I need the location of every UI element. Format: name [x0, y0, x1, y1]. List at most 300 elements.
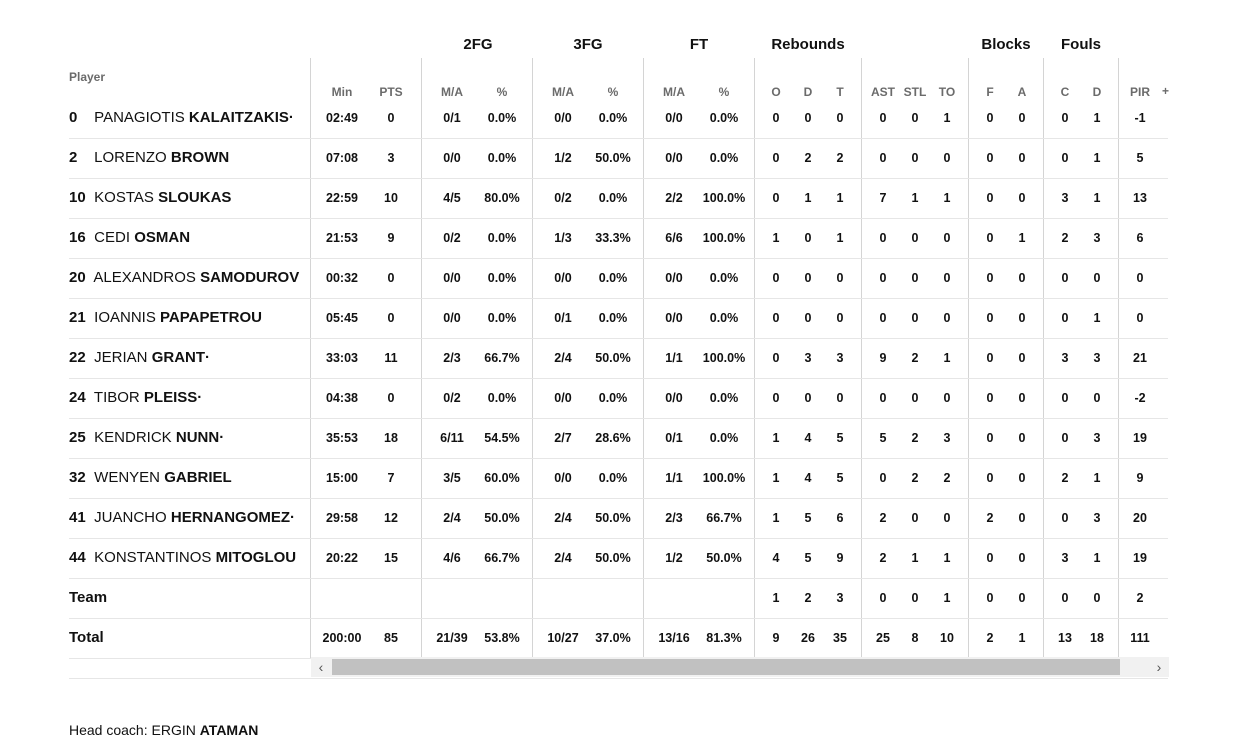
- stat-cell: 0: [1018, 311, 1026, 325]
- player-name: [69, 458, 232, 498]
- stat-cell: 200:00: [322, 631, 362, 645]
- stat-cell: 04:38: [326, 391, 358, 405]
- stat-cell: 0.0%: [598, 271, 628, 285]
- stat-cell: 9: [772, 631, 780, 645]
- stat-cell: 1: [1093, 111, 1101, 125]
- stat-cell: 12: [384, 511, 398, 525]
- stat-cell: 21/39: [436, 631, 468, 645]
- column-header: PIR: [1129, 85, 1150, 99]
- player-number: 0: [69, 109, 78, 126]
- player-first-name[interactable]: CEDI: [94, 229, 131, 246]
- player-first-name[interactable]: WENYEN: [94, 469, 161, 486]
- total-label-text: Total: [69, 629, 104, 646]
- column-header: M/A: [441, 85, 463, 99]
- stat-cell: 26: [801, 631, 815, 645]
- stat-cell: 0: [911, 231, 919, 245]
- stat-cell: 1/2: [554, 151, 572, 165]
- player-last-name[interactable]: GRANT: [151, 349, 206, 366]
- column-header: D: [1092, 85, 1102, 99]
- player-name: [69, 218, 190, 258]
- stat-cell: 4/5: [443, 191, 461, 205]
- stat-cell: 5: [1136, 151, 1144, 165]
- stat-cell: 0: [943, 151, 951, 165]
- head-coach-first-name: ERGIN: [151, 722, 196, 738]
- team-label-text: Team: [69, 589, 108, 606]
- player-name: [69, 378, 202, 418]
- stat-cell: 0: [911, 111, 919, 125]
- player-last-name[interactable]: PLEISS: [143, 389, 198, 406]
- table-row: [69, 98, 1168, 139]
- stat-cell: 0: [772, 151, 780, 165]
- starter-mark: ·: [197, 389, 203, 406]
- player-number: 24: [69, 389, 86, 406]
- stat-cell: 0.0%: [709, 311, 739, 325]
- stat-cell: 0: [1136, 311, 1144, 325]
- stat-cell: 0: [986, 551, 994, 565]
- player-last-name[interactable]: NUNN: [175, 429, 220, 446]
- stat-cell: 0: [1061, 511, 1069, 525]
- stat-cell: 3: [1061, 351, 1069, 365]
- stat-cell: 0: [986, 111, 994, 125]
- stat-cell: 1: [1018, 231, 1026, 245]
- stat-cell: 0.0%: [487, 151, 517, 165]
- stat-cell: 2: [804, 151, 812, 165]
- stat-cell: 0: [387, 391, 395, 405]
- stat-cell: 0/0: [665, 271, 683, 285]
- player-last-name[interactable]: BROWN: [170, 149, 230, 166]
- stat-cell: 0: [836, 391, 844, 405]
- stat-cell: 19: [1133, 551, 1147, 565]
- stat-cell: 1: [1093, 311, 1101, 325]
- stat-cell: 1: [804, 191, 812, 205]
- stat-cell: 0: [772, 391, 780, 405]
- stat-cell: 2/3: [443, 351, 461, 365]
- stat-cell: 53.8%: [484, 631, 520, 645]
- stat-cell: 0/0: [665, 111, 683, 125]
- stat-cell: 4: [804, 431, 812, 445]
- stat-cell: 05:45: [326, 311, 358, 325]
- stat-cell: 0: [387, 271, 395, 285]
- stat-cell: 0: [772, 111, 780, 125]
- stat-cell: 20:22: [326, 551, 358, 565]
- stat-cell: 0: [836, 271, 844, 285]
- starter-mark: ·: [205, 349, 211, 366]
- stat-cell: 3: [387, 151, 395, 165]
- expand-columns-icon[interactable]: +: [1162, 84, 1170, 98]
- stat-cell: 33:03: [326, 351, 358, 365]
- stat-cell: 0: [943, 231, 951, 245]
- stat-cell: 21: [1133, 351, 1147, 365]
- stat-cell: 0: [986, 351, 994, 365]
- stat-cell: 50.0%: [595, 511, 631, 525]
- stat-cell: 0: [986, 231, 994, 245]
- player-last-name[interactable]: MITOGLOU: [215, 549, 297, 566]
- stat-cell: 0: [1018, 111, 1026, 125]
- player-name: [69, 498, 295, 538]
- stat-cell: 0: [1061, 111, 1069, 125]
- stat-cell: 60.0%: [484, 471, 520, 485]
- stat-cell: 2: [804, 591, 812, 605]
- stat-cell: 1: [943, 191, 951, 205]
- stat-cell: 0: [1018, 511, 1026, 525]
- stat-cell: 0: [1018, 391, 1026, 405]
- stat-cell: 2/7: [554, 431, 572, 445]
- stat-cell: 2: [1136, 591, 1144, 605]
- stat-cell: 11: [384, 351, 398, 365]
- team-label: [69, 578, 107, 618]
- player-number: 22: [69, 349, 86, 366]
- stat-cell: 35:53: [326, 431, 358, 445]
- stat-cell: 1: [943, 551, 951, 565]
- group-header-ft: FT: [689, 36, 709, 53]
- stat-cell: 0: [1018, 151, 1026, 165]
- stat-cell: 0: [836, 111, 844, 125]
- player-name: [69, 338, 210, 378]
- stat-cell: 20: [1133, 511, 1147, 525]
- column-header: M/A: [663, 85, 685, 99]
- stat-cell: 1: [772, 431, 780, 445]
- table-row: [69, 498, 1168, 539]
- group-header-fouls: Fouls: [1061, 36, 1101, 53]
- stat-cell: 5: [804, 551, 812, 565]
- player-number: 25: [69, 429, 86, 446]
- stat-cell: 0.0%: [598, 471, 628, 485]
- stat-cell: 3: [1061, 191, 1069, 205]
- stat-cell: 2/3: [665, 511, 683, 525]
- stat-cell: 0: [772, 271, 780, 285]
- stat-cell: 0: [387, 111, 395, 125]
- stat-cell: 0.0%: [709, 431, 739, 445]
- column-header: Min: [331, 85, 353, 99]
- stat-cell: 1: [1093, 191, 1101, 205]
- stat-cell: 37.0%: [595, 631, 631, 645]
- stat-cell: 2/4: [554, 551, 572, 565]
- player-last-name[interactable]: SLOUKAS: [158, 189, 232, 206]
- table-row: [69, 338, 1168, 379]
- stat-cell: 2: [986, 511, 994, 525]
- stat-cell: 02:49: [326, 111, 358, 125]
- stat-cell: 2/2: [665, 191, 683, 205]
- stat-cell: 0: [772, 311, 780, 325]
- stat-cell: 0: [986, 191, 994, 205]
- player-name: [69, 258, 299, 298]
- player-name: [69, 298, 262, 338]
- stat-cell: 0/0: [665, 311, 683, 325]
- player-last-name[interactable]: KALAITZAKIS: [188, 109, 289, 126]
- stat-cell: 100.0%: [702, 231, 746, 245]
- stat-cell: 29:58: [326, 511, 358, 525]
- stat-cell: 1: [943, 351, 951, 365]
- stat-cell: 54.5%: [484, 431, 520, 445]
- stat-cell: 0: [943, 311, 951, 325]
- stat-cell: 0: [911, 151, 919, 165]
- stat-cell: 3: [836, 591, 844, 605]
- table-row: [69, 458, 1168, 499]
- stat-cell: 1: [943, 591, 951, 605]
- stat-cell: 0: [879, 231, 887, 245]
- stat-cell: 5: [879, 431, 887, 445]
- starter-mark: ·: [288, 109, 294, 126]
- stat-cell: 1: [772, 511, 780, 525]
- stat-cell: 0/2: [443, 231, 461, 245]
- scroll-left-icon[interactable]: ‹: [318, 659, 324, 675]
- stat-cell: 0.0%: [709, 391, 739, 405]
- table-row: [69, 378, 1168, 419]
- stat-cell: 0: [879, 471, 887, 485]
- table-row: [69, 258, 1168, 299]
- stat-cell: 1: [836, 191, 844, 205]
- stat-cell: 0/2: [554, 191, 572, 205]
- stat-cell: 1: [1093, 471, 1101, 485]
- stat-cell: 0: [1061, 311, 1069, 325]
- head-coach-label: Head coach:: [69, 722, 148, 738]
- stat-cell: 1: [772, 231, 780, 245]
- stat-cell: 0.0%: [709, 271, 739, 285]
- player-first-name[interactable]: PANAGIOTIS: [94, 109, 185, 126]
- player-first-name[interactable]: JERIAN: [94, 349, 148, 366]
- stat-cell: 0: [1018, 471, 1026, 485]
- player-first-name[interactable]: LORENZO: [94, 149, 167, 166]
- stat-cell: 50.0%: [595, 151, 631, 165]
- scroll-right-icon[interactable]: ›: [1156, 659, 1162, 675]
- player-number: 44: [69, 549, 86, 566]
- stat-cell: 5: [836, 431, 844, 445]
- stat-cell: 2: [943, 471, 951, 485]
- stat-cell: 2: [836, 151, 844, 165]
- stat-cell: 3: [804, 351, 812, 365]
- stat-cell: 13/16: [658, 631, 690, 645]
- stat-cell: 100.0%: [702, 471, 746, 485]
- column-header: %: [718, 85, 730, 99]
- stat-cell: 10/27: [547, 631, 579, 645]
- stat-cell: 0.0%: [487, 231, 517, 245]
- stat-cell: 2: [879, 511, 887, 525]
- stat-cell: 0.0%: [598, 311, 628, 325]
- stat-cell: 0: [387, 311, 395, 325]
- divider: [69, 678, 1168, 679]
- table-row: [69, 218, 1168, 259]
- stat-cell: 13: [1058, 631, 1072, 645]
- stat-cell: 0: [986, 591, 994, 605]
- stat-cell: 0: [1093, 271, 1101, 285]
- stat-cell: 07:08: [326, 151, 358, 165]
- stat-cell: 0: [1136, 271, 1144, 285]
- scrollbar-thumb[interactable]: [332, 659, 1120, 675]
- stat-cell: 0: [879, 271, 887, 285]
- table-row: [69, 538, 1168, 579]
- player-column-header: Player: [69, 70, 106, 84]
- stat-cell: 2/4: [443, 511, 461, 525]
- stat-cell: 5: [804, 511, 812, 525]
- stat-cell: 1/2: [665, 551, 683, 565]
- stat-cell: 0.0%: [598, 191, 628, 205]
- stat-cell: 0/0: [554, 471, 572, 485]
- player-first-name[interactable]: ALEXANDROS: [93, 269, 196, 286]
- group-header-blocks: Blocks: [981, 36, 1031, 53]
- stat-cell: 10: [940, 631, 954, 645]
- stat-cell: 0: [911, 391, 919, 405]
- stat-cell: 0: [986, 311, 994, 325]
- stat-cell: 3: [836, 351, 844, 365]
- stat-cell: 1/1: [665, 471, 683, 485]
- stat-cell: 1: [911, 191, 919, 205]
- stat-cell: 0/0: [443, 271, 461, 285]
- starter-mark: ·: [219, 429, 225, 446]
- stat-cell: 6: [1136, 231, 1144, 245]
- stat-cell: 2: [911, 471, 919, 485]
- stat-cell: 0: [986, 431, 994, 445]
- stat-cell: 3: [1093, 431, 1101, 445]
- stat-cell: 66.7%: [484, 551, 520, 565]
- stat-cell: 3: [1093, 511, 1101, 525]
- stat-cell: 2: [911, 351, 919, 365]
- stat-cell: 0/0: [554, 111, 572, 125]
- player-name: [69, 178, 231, 218]
- column-header: STL: [903, 85, 927, 99]
- stat-cell: 0/0: [665, 391, 683, 405]
- player-last-name[interactable]: SAMODUROV: [200, 269, 300, 286]
- stat-cell: 66.7%: [706, 511, 742, 525]
- stat-cell: 0/1: [665, 431, 683, 445]
- horizontal-scrollbar[interactable]: [311, 657, 1169, 677]
- stat-cell: 0.0%: [487, 311, 517, 325]
- stat-cell: 3: [1093, 231, 1101, 245]
- stat-cell: 1: [1018, 631, 1026, 645]
- player-name: [69, 98, 294, 138]
- stat-cell: 0.0%: [598, 391, 628, 405]
- stat-cell: 3/5: [443, 471, 461, 485]
- stat-cell: 0: [1018, 271, 1026, 285]
- player-last-name[interactable]: HERNANGOMEZ: [170, 509, 291, 526]
- stat-cell: 50.0%: [484, 511, 520, 525]
- stat-cell: 33.3%: [595, 231, 631, 245]
- stat-cell: 0: [804, 231, 812, 245]
- stat-cell: 0: [1018, 351, 1026, 365]
- stat-cell: 18: [384, 431, 398, 445]
- stat-cell: 0: [911, 271, 919, 285]
- stat-cell: 100.0%: [702, 351, 746, 365]
- column-header: T: [836, 85, 844, 99]
- stat-cell: 0: [804, 391, 812, 405]
- player-name: [69, 418, 224, 458]
- stat-cell: 81.3%: [706, 631, 742, 645]
- group-header-3fg: 3FG: [573, 36, 603, 53]
- stat-cell: 2: [1061, 231, 1069, 245]
- player-first-name[interactable]: KENDRICK: [94, 429, 172, 446]
- player-name: [69, 138, 229, 178]
- stat-cell: 0: [1061, 271, 1069, 285]
- stat-cell: 0: [836, 311, 844, 325]
- stat-cell: 50.0%: [706, 551, 742, 565]
- stat-cell: 0: [772, 191, 780, 205]
- stat-cell: 0: [943, 511, 951, 525]
- stat-cell: 15:00: [326, 471, 358, 485]
- player-last-name[interactable]: GABRIEL: [164, 469, 232, 486]
- stat-cell: 0/2: [443, 391, 461, 405]
- table-row: [69, 178, 1168, 219]
- stat-cell: 0: [986, 471, 994, 485]
- stat-cell: 7: [387, 471, 395, 485]
- stat-cell: -2: [1134, 391, 1146, 405]
- stat-cell: 6/11: [440, 431, 464, 445]
- table-row: [69, 418, 1168, 459]
- stat-cell: 80.0%: [484, 191, 520, 205]
- stat-cell: 0: [911, 311, 919, 325]
- stat-cell: 66.7%: [484, 351, 520, 365]
- player-first-name[interactable]: JUANCHO: [94, 509, 167, 526]
- column-header: C: [1060, 85, 1070, 99]
- stat-cell: 0: [943, 391, 951, 405]
- stat-cell: 0: [943, 271, 951, 285]
- stat-cell: 10: [384, 191, 398, 205]
- stat-cell: 111: [1130, 631, 1150, 645]
- player-first-name[interactable]: IOANNIS: [94, 309, 156, 326]
- stat-cell: 0: [1018, 591, 1026, 605]
- stat-cell: 28.6%: [595, 431, 631, 445]
- table-row: [69, 138, 1168, 179]
- stat-cell: 0: [1061, 151, 1069, 165]
- column-header: TO: [938, 85, 956, 99]
- stat-cell: 2: [1061, 471, 1069, 485]
- player-last-name[interactable]: OSMAN: [134, 229, 191, 246]
- stat-cell: 1: [772, 471, 780, 485]
- stat-cell: 0: [804, 271, 812, 285]
- stat-cell: 0.0%: [487, 271, 517, 285]
- stat-cell: 0: [772, 351, 780, 365]
- stat-cell: 0: [879, 151, 887, 165]
- stat-cell: 0: [1093, 591, 1101, 605]
- player-number: 41: [69, 509, 86, 526]
- stat-cell: 4/6: [443, 551, 461, 565]
- player-first-name[interactable]: KOSTAS: [94, 189, 154, 206]
- starter-mark: ·: [290, 509, 296, 526]
- stat-cell: 0/0: [554, 271, 572, 285]
- head-coach: [69, 722, 258, 738]
- stat-cell: 0/0: [554, 391, 572, 405]
- stat-cell: 15: [384, 551, 398, 565]
- stat-cell: 0: [986, 271, 994, 285]
- stat-cell: 1: [772, 591, 780, 605]
- player-number: 2: [69, 149, 78, 166]
- player-number: 20: [69, 269, 86, 286]
- player-last-name[interactable]: PAPAPETROU: [160, 309, 262, 326]
- stat-cell: 4: [804, 471, 812, 485]
- stat-cell: 0: [986, 391, 994, 405]
- player-first-name[interactable]: TIBOR: [93, 389, 140, 406]
- stat-cell: 9: [836, 551, 844, 565]
- stat-cell: 0.0%: [709, 151, 739, 165]
- column-header: D: [803, 85, 813, 99]
- player-first-name[interactable]: KONSTANTINOS: [94, 549, 212, 566]
- stat-cell: 0: [1061, 391, 1069, 405]
- stat-cell: 0: [911, 511, 919, 525]
- stat-cell: 2: [879, 551, 887, 565]
- group-header-rebounds: Rebounds: [771, 36, 845, 53]
- stat-cell: 7: [879, 191, 887, 205]
- stat-cell: 0/0: [443, 151, 461, 165]
- stat-cell: 9: [387, 231, 395, 245]
- player-number: 32: [69, 469, 86, 486]
- player-name: [69, 538, 296, 578]
- stat-cell: 4: [772, 551, 780, 565]
- stat-cell: 100.0%: [702, 191, 746, 205]
- stat-cell: 50.0%: [595, 351, 631, 365]
- stat-cell: 0: [1093, 391, 1101, 405]
- column-header: %: [496, 85, 508, 99]
- player-number: 10: [69, 189, 86, 206]
- stat-cell: 0/0: [443, 311, 461, 325]
- stat-cell: 1: [1093, 151, 1101, 165]
